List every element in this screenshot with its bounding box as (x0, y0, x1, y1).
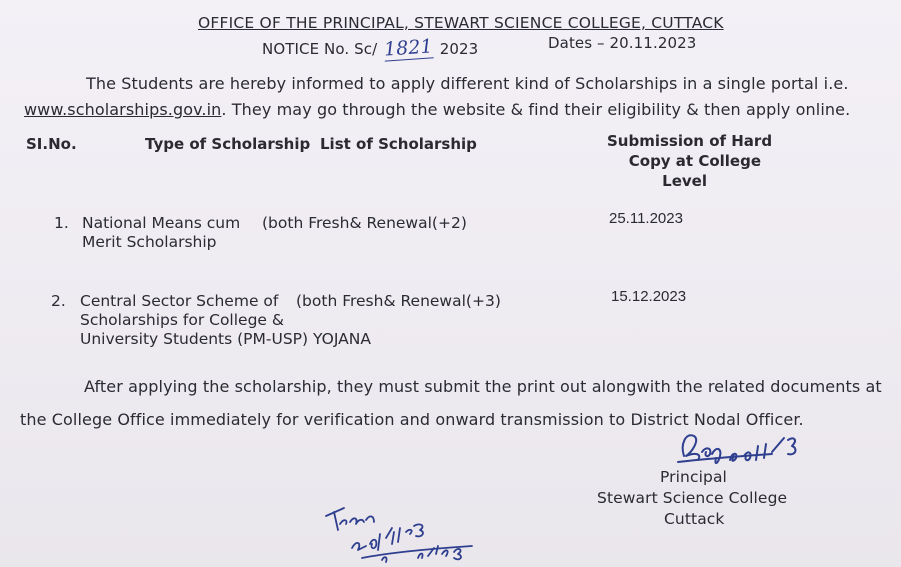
signature-college: Stewart Science College (597, 489, 788, 507)
header-list-of-scholarship: List of Scholarship (320, 135, 477, 153)
header-submission-line-3: Level (662, 172, 707, 190)
row-1-scholarship-name (82, 214, 240, 252)
row-2-list: (both Fresh& Renewal(+3) (296, 292, 501, 310)
row-1-number: 1. (54, 214, 69, 232)
row-2-name-line-2: Scholarships for College & (80, 311, 284, 329)
notice-year: 2023 (439, 40, 479, 58)
office-heading: OFFICE OF THE PRINCIPAL, STEWART SCIENCE COLLEGE, CUTTACK (198, 14, 724, 32)
scholarship-portal-link[interactable]: www.scholarships.gov.in (24, 100, 222, 119)
intro-line-2 (24, 100, 850, 119)
signature-city: Cuttack (664, 510, 725, 528)
row-1-name-line-1: National Means cum (82, 214, 241, 232)
row-1-name-line-2: Merit Scholarship (82, 233, 217, 251)
row-2-submission-date: 15.12.2023 (611, 288, 687, 305)
header-submission-line-2: Copy at College (628, 152, 761, 170)
signature-title: Principal (660, 468, 727, 486)
notice-date: Dates – 20.11.2023 (548, 34, 697, 52)
row-1-list: (both Fresh& Renewal(+2) (262, 214, 467, 232)
receiver-initials-icon (322, 500, 482, 567)
principal-signature-icon (672, 426, 822, 472)
header-submission-line-1: Submission of Hard (607, 132, 773, 150)
footer-note-line-2: the College Office immediately for verification and onward transmission to District Nodal Officer. (20, 410, 804, 429)
footer-note-line-1: After applying the scholarship, they must submit the print out alongwith the related documents at (84, 377, 882, 396)
intro-line-1: The Students are hereby informed to apply different kind of Scholarships in a single portal i.e. (86, 74, 849, 93)
header-sl-no: SI.No. (26, 135, 77, 153)
notice-number-handwritten: 1821 (383, 35, 434, 61)
row-2-number: 2. (51, 292, 66, 310)
header-type-of-scholarship: Type of Scholarship (145, 135, 311, 153)
intro-line-2-rest: . They may go through the website & find their eligibility & then apply online. (221, 100, 851, 119)
notice-prefix: NOTICE No. Sc/ (262, 40, 378, 58)
row-1-submission-date: 25.11.2023 (609, 210, 683, 227)
notice-number-line (262, 37, 478, 60)
row-2-name-line-3: University Students (PM-USP) YOJANA (80, 330, 371, 348)
header-submission (607, 131, 773, 191)
row-2-name-line-1: Central Sector Scheme of (80, 292, 279, 310)
